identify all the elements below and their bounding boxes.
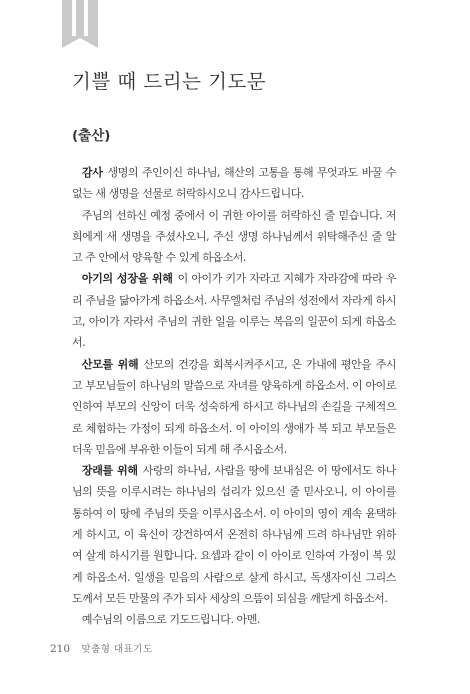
paragraph-text: 주님의 선하신 예정 중에서 이 귀한 아이를 허락하신 줄 믿습니다. 저희에게 새 생명을 주셨사오니, 주신 생명 하나님께서 위탁해주신 줄 알고 주 안에서 양육할 수 있게 하옵소서. [72,208,396,265]
prayer-body [72,162,396,631]
page-subtitle: (출산) [72,128,111,144]
page-number: 210 [50,643,71,655]
paragraph [72,268,396,353]
page-title: 기쁠 때 드리는 기도문 [72,70,267,93]
paragraph-text: 산모의 건강을 회복시켜주시고, 온 가내에 평안을 주시고 부모님들이 하나님의 말씀으로 자녀를 양육하게 하옵소서. 이 아이로 인하여 부모의 신앙이 더욱 성숙하게 하시고 하나님의 손길을 구체적으로 체험하는 가정이 되게 하옵소서. 이 아이의 생애가 복 되고 부모들은 더욱 믿음에 부유한 이들이 되게 해 주시옵소서. [72,357,396,456]
bookmark-ribbon-icon [62,0,98,48]
paragraph [72,354,396,460]
paragraph [72,609,396,630]
paragraph-heading: 감사 [81,166,103,179]
page-footer [50,641,153,655]
paragraph-heading: 아기의 성장을 위해 [81,272,173,286]
paragraph [72,460,396,609]
paragraph-text: 예수님의 이름으로 기도드립니다. 아멘. [81,613,260,627]
paragraph-text: 이 아이가 키가 자라고 지혜가 자라감에 따라 우리 주님을 닮아가게 하옵소서. 사무엘처럼 주님의 성전에서 자라게 하시고, 아이가 자라서 주님의 귀한 일을 이루는 복음의 일꾼이 되게 하옵소서. [72,272,397,350]
paragraph-text: 생명의 주인이신 하나님, 해산의 고통을 통해 무엇과도 바꿀 수 없는 새 생명을 선물로 허락하시오니 감사드립니다. [72,166,396,201]
paragraph-heading: 산모를 위해 [81,357,139,371]
paragraph [72,205,396,269]
book-title: 맞춤형 대표기도 [81,644,153,655]
paragraph-heading: 장래를 위해 [81,464,138,478]
paragraph-text: 사랑의 하나님, 사람을 땅에 보내심은 이 땅에서도 하나님의 뜻을 이루시려는 하나님의 섭리가 있으신 줄 믿사오니, 이 아이를 통하여 이 땅에 주님의 뜻을 이루시옵소서. 이 아이의 영이 계속 윤택하게 하시고, 이 육신이 강건하여서 온전히 하나님께 드려 하나님만 위하여 살게 하시기를 원합니다. 요셉과 같이 이 아이로 인하여 가정이 복 있게 하옵소서. 일생을 믿음의 사람으로 살게 하시고, 독생자이신 그리스도께서 모든 만물의 주가 되사 세상의 으뜸이 되심을 깨닫게 하옵소서. [72,464,396,605]
paragraph [72,162,396,205]
